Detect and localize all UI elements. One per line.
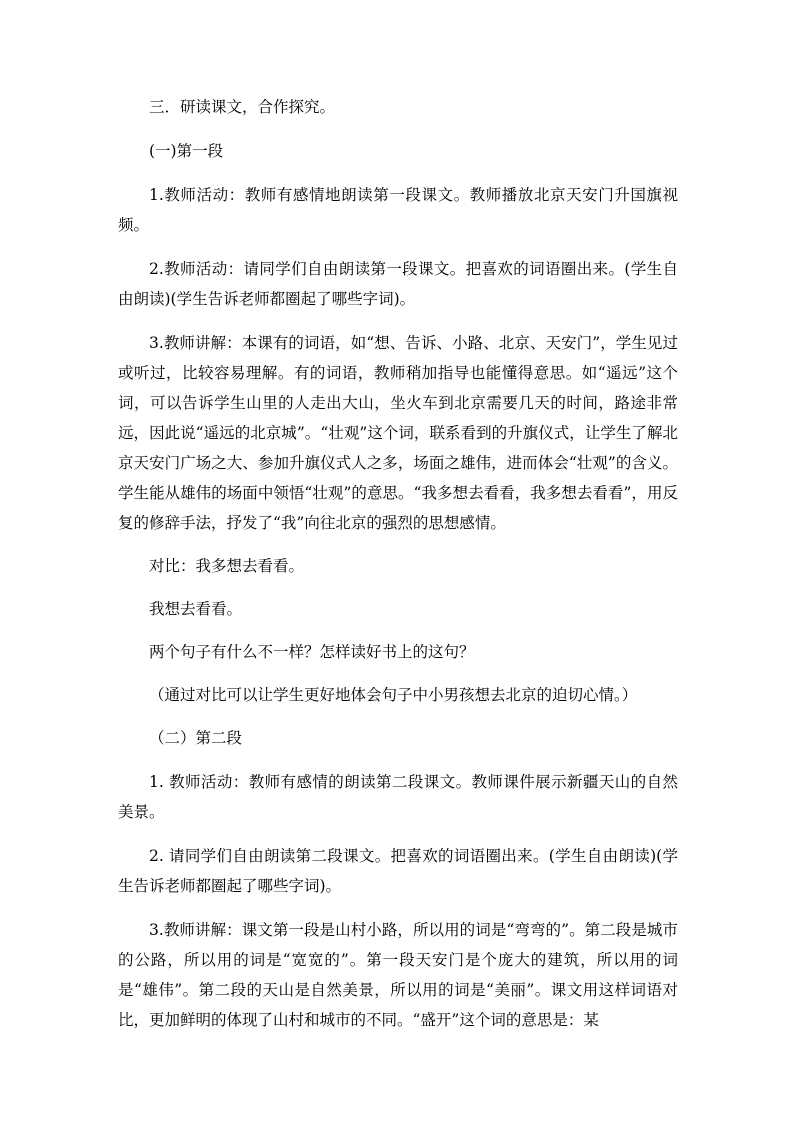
paragraph-1-3: 3.教师讲解：本课有的词语，如“想、告诉、小路、北京、天安门”，学生见过或听过，比较容易理解。有的词语，教师稍加指导也能懂得意思。如“遥远”这个词，可以告诉学生山里的人走出大山，坐火车到北京需要几天的时间，路途非常远，因此说“遥远的北京城”。“壮观”这个词，联系看到的升旗仪式，让学生了解北京天安门广场之大、参加升旗仪式人之多，场面之雄伟，进而体会“壮观”的含义。学生能从雄伟的场面中领悟“壮观”的意思。“我多想去看看，我多想去看看”，用反复的修辞手法，抒发了“我”向往北京的强烈的思想感情。 <box>118 334 678 532</box>
note-line: （通过对比可以让学生更好地体会句子中小男孩想去北京的迫切心情。） <box>149 686 638 704</box>
paragraph-1-2: 2.教师活动：请同学们自由朗读第一段课文。把喜欢的词语圈出来。(学生自由朗读)(学生告诉老师都圈起了哪些字词)。 <box>118 260 678 308</box>
paragraph-2-1: 1. 教师活动：教师有感情的朗读第二段课文。教师课件展示新疆天山的自然美景。 <box>118 773 678 821</box>
paragraph-2-2: 2. 请同学们自由朗读第二段课文。把喜欢的词语圈出来。(学生自由朗读)(学生告诉老师都圈起了哪些字词)。 <box>118 847 678 895</box>
subsection-heading-2: （二）第二段 <box>149 729 243 747</box>
paragraph-2-3: 3.教师讲解：课文第一段是山村小路，所以用的词是“弯弯的”。第二段是城市的公路，所以用的词是“宽宽的”。第一段天安门是个庞大的建筑，所以用的词是“雄伟”。第二段的天山是自然美景，所以用的词是“美丽”。课文用这样词语对比，更加鲜明的体现了山村和城市的不同。“盛开”这个词的意思是：某 <box>118 921 678 1029</box>
comparison-line-2: 我想去看看。 <box>149 600 243 618</box>
subsection-heading-1: (一)第一段 <box>149 142 224 160</box>
comparison-line-1: 对比：我多想去看看。 <box>149 557 305 575</box>
question-line: 两个句子有什么不一样？怎样读好书上的这句？ <box>149 643 475 661</box>
document-page <box>118 92 678 1035</box>
paragraph-1-1: 1.教师活动：教师有感情地朗读第一段课文。教师播放北京天安门升国旗视频。 <box>118 186 678 234</box>
section-heading: 三．研读课文，合作探究。 <box>149 98 336 116</box>
